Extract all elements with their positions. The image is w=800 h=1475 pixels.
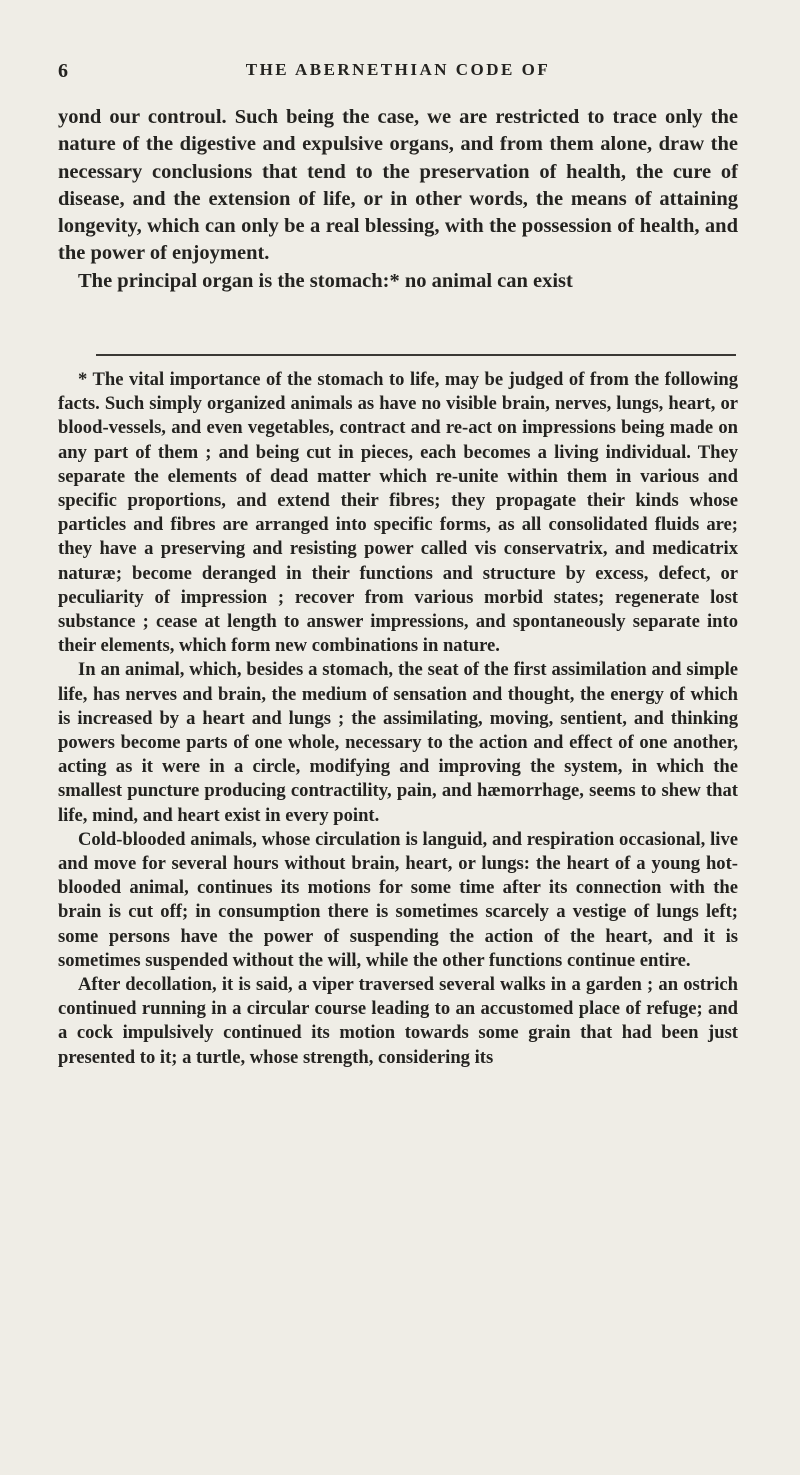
footnote-paragraph-1: * The vital importance of the stomach to life, may be judged of from the following facts. Such simply organized animals as have no visible brain, nerves, lungs, heart, or blood-vessels, and even vegetables, contract and re-act on impressions being made on any part of them ; and being cut in pieces, each becomes a living individual. They separate the elements of dead matter which re-unite within them in various and specific proportions, and extend their fibres; they propagate their kinds whose particles and fibres are arranged into specific forms, as all consolidated fluids are; they have a preserving and resisting power called vis conservatrix, and medicatrix naturæ; become deranged in their functions and structure by excess, defect, or peculiarity of impression ; recover from various morbid states; regenerate lost substance ; cease at length to answer impressions, and spontaneously separate into their elements, which form new combinations in nature.: [58, 369, 738, 657]
page-header: [58, 60, 738, 90]
page-number: 6: [58, 60, 69, 82]
footnote: [58, 368, 738, 1070]
main-text: [58, 104, 738, 295]
footnote-paragraph-3: Cold-blooded animals, whose circulation is languid, and respiration occasional, live and move for several hours without brain, heart, or lungs: the heart of a young hot-blooded animal, continues its motions for some time after its connection with the brain is cut off; in consumption there is sometimes scarcely a vestige of lungs left; some persons have the power of suspending the action of the heart, and it is sometimes suspended without the will, while the other functions continue entire.: [58, 828, 738, 971]
footnote-paragraph-4: After decollation, it is said, a viper traversed several walks in a garden ; an ostrich continued running in a circular course leading to an accustomed place of refuge; and a cock impulsively continued its motion towards some grain that had been just presented to it; a turtle, whose strength, considering its: [58, 974, 738, 1068]
footnote-paragraph-2: In an animal, which, besides a stomach, the seat of the first assimilation and simple life, has nerves and brain, the medium of sensation and thought, the energy of which is increased by a heart and lungs ; the assimilating, moving, sentient, and thinking powers become parts of one whole, necessary to the action and effect of one another, acting as it were in a circle, modifying and improving the system, in which the smallest puncture producing contractility, pain, and hæmorrhage, seems to shew that life, mind, and heart exist in every point.: [58, 659, 738, 826]
main-paragraph-1: yond our controul. Such being the case, we are restricted to trace only the nature of the digestive and expulsive organs, and from them alone, draw the necessary conclusions that tend to the preservation of health, the cure of disease, and the extension of life, or in other words, the means of attaining longevity, which can only be a real blessing, with the possession of health, and the power of enjoyment.: [58, 106, 738, 265]
main-paragraph-2: The principal organ is the stomach:* no animal can exist: [78, 269, 573, 292]
footnote-rule: [96, 354, 736, 356]
running-head: THE ABERNETHIAN CODE OF: [245, 60, 551, 79]
